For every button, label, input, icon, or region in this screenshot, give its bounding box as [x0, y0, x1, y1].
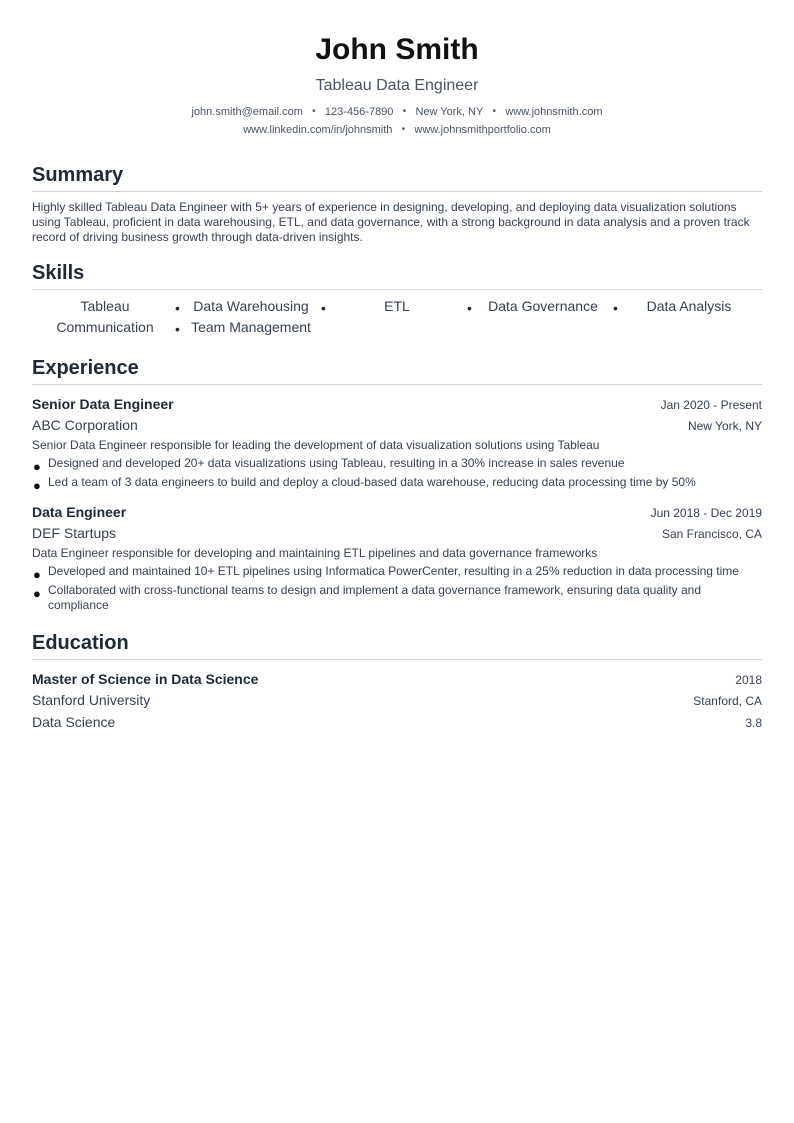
skills-heading: Skills: [32, 261, 762, 290]
job-location: San Francisco, CA: [661, 527, 762, 541]
contact-website[interactable]: www.johnsmith.com: [505, 106, 603, 118]
experience-heading: Experience: [32, 356, 762, 385]
experience-title-row: [32, 502, 762, 522]
summary-text: Highly skilled Tableau Data Engineer with 5+ years of experience in designing, developing, and deploying data visualization solutions using Tableau, proficient in data warehousing, ETL, and data governance, with a strong background in data analysis and a proven track record of driving business growth through data-driven insights.: [32, 200, 750, 244]
job-achievements: [32, 564, 762, 613]
education-entry: [32, 669, 762, 733]
job-dates: Jun 2018 - Dec 2019: [650, 506, 762, 520]
contact-separator: •: [402, 106, 407, 117]
education-degree-row: [32, 669, 762, 689]
achievement-text: Led a team of 3 data engineers to build and deploy a cloud-based data warehouse, reducing data processing time by 50%: [48, 475, 696, 489]
job-title: Senior Data Engineer: [32, 396, 174, 412]
achievement-text: Designed and developed 20+ data visualizations using Tableau, resulting in a 30% increase in sales revenue: [48, 456, 625, 470]
achievement-item: [32, 456, 762, 474]
school-location: Stanford, CA: [693, 694, 762, 708]
skill-item: • ETL: [324, 298, 470, 315]
skill-item: • Data Governance: [470, 298, 616, 315]
experience-entry: [32, 394, 762, 493]
contact-separator: •: [401, 124, 406, 135]
achievement-text: Collaborated with cross-functional teams to design and implement a data governance framework, ensuring data quality and compliance: [48, 583, 702, 612]
experience-company-row: [32, 414, 762, 436]
experience-entry: [32, 502, 762, 613]
candidate-role: Tableau Data Engineer: [315, 77, 479, 94]
job-achievements: [32, 456, 762, 493]
contact-email[interactable]: john.smith@email.com: [191, 106, 303, 118]
job-dates: Jan 2020 - Present: [660, 398, 762, 412]
contact-location: New York, NY: [415, 106, 484, 118]
school-name: Stanford University: [32, 692, 151, 708]
contact-line-secondary: [32, 121, 762, 139]
education-heading: Education: [32, 631, 762, 660]
summary-heading: Summary: [32, 163, 762, 192]
achievement-text: Developed and maintained 10+ ETL pipelines using Informatica PowerCenter, resulting in a 25% reduction in data processing time: [48, 564, 739, 578]
skill-item: • Data Analysis: [616, 298, 762, 315]
bullet-icon: ●: [33, 459, 41, 474]
contact-phone[interactable]: 123-456-7890: [324, 106, 394, 118]
skill-item: Tableau: [80, 298, 130, 314]
resume-header: [32, 0, 762, 139]
experience-company-row: [32, 522, 762, 544]
experience-section: [32, 356, 762, 613]
job-description: Senior Data Engineer responsible for leading the development of data visualization solutions using Tableau: [32, 438, 600, 452]
skill-item: • Data Warehousing: [178, 298, 324, 315]
contact-portfolio[interactable]: www.johnsmithportfolio.com: [414, 124, 551, 136]
gpa-value: 3.8: [745, 716, 762, 730]
achievement-item: [32, 564, 762, 582]
degree-name: Master of Science in Data Science: [32, 671, 259, 687]
education-school-row: [32, 689, 762, 711]
company-name: ABC Corporation: [32, 417, 138, 433]
skills-list: [32, 298, 762, 336]
achievement-item: [32, 583, 762, 613]
skill-item: Communication: [56, 319, 154, 335]
job-location: New York, NY: [687, 419, 762, 433]
contact-linkedin[interactable]: www.linkedin.com/in/johnsmith: [243, 124, 393, 136]
experience-title-row: [32, 394, 762, 414]
job-description: Data Engineer responsible for developing and maintaining ETL pipelines and data governance frameworks: [32, 546, 598, 560]
achievement-item: [32, 475, 762, 493]
field-of-study: Data Science: [32, 714, 116, 730]
skill-item: • Team Management: [178, 319, 324, 336]
company-name: DEF Startups: [32, 525, 117, 541]
candidate-name: John Smith: [315, 33, 479, 66]
bullet-icon: ●: [33, 567, 41, 582]
contact-separator: •: [492, 106, 497, 117]
contact-line-primary: [32, 103, 762, 121]
skills-section: [32, 261, 762, 336]
summary-section: [32, 163, 762, 245]
contact-separator: •: [312, 106, 316, 117]
education-field-row: [32, 711, 762, 733]
education-section: [32, 631, 762, 733]
bullet-icon: ●: [33, 478, 41, 493]
job-title: Data Engineer: [32, 504, 127, 520]
bullet-icon: ●: [33, 586, 41, 601]
graduation-year: 2018: [735, 673, 762, 687]
